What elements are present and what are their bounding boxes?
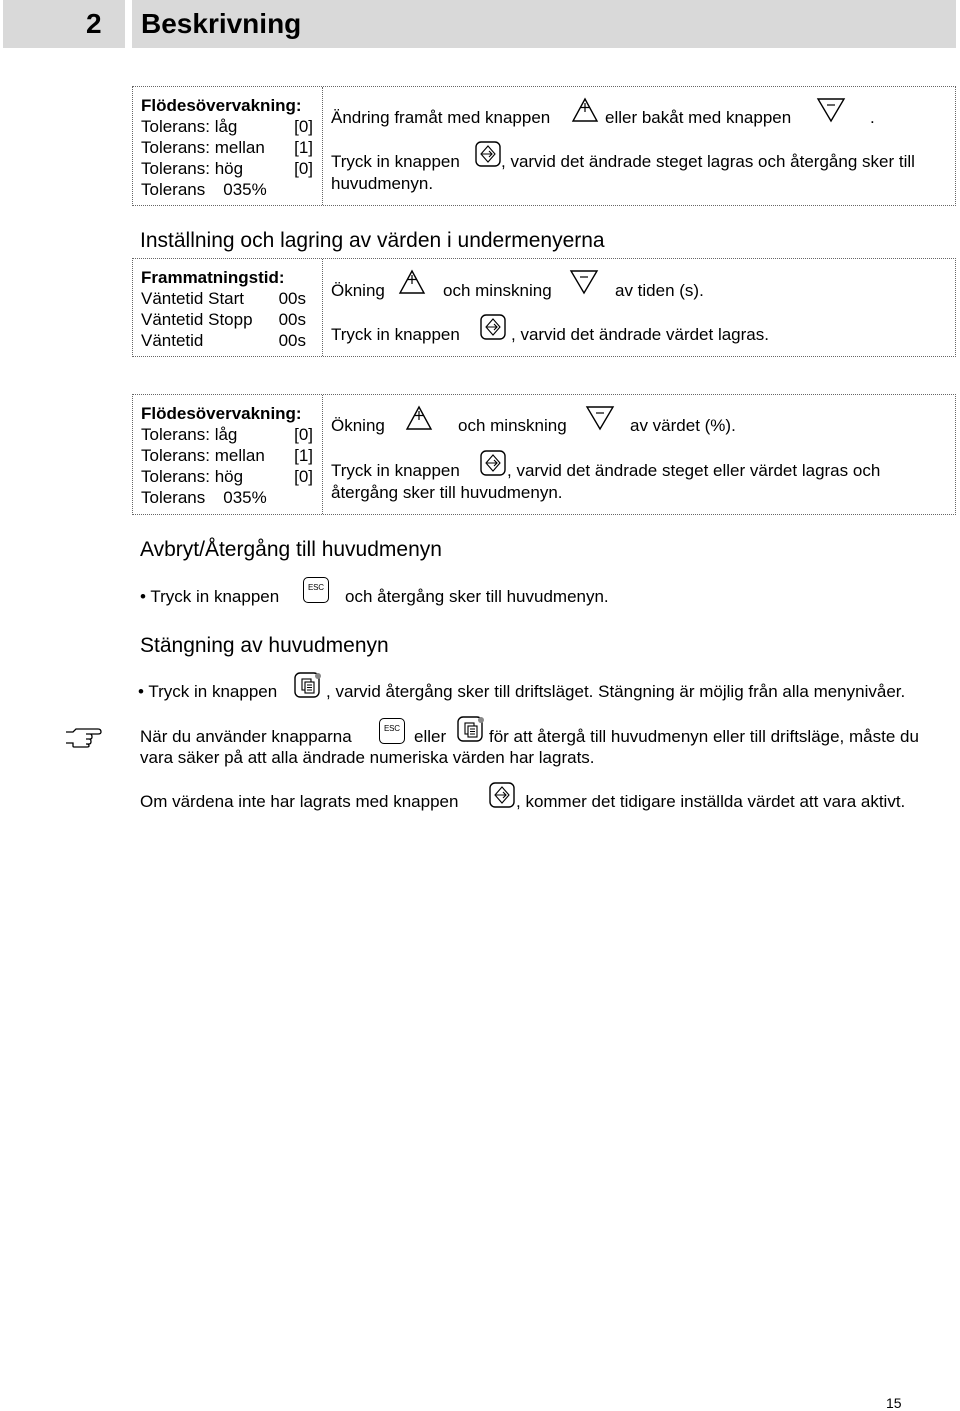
display-row: Väntetid Stopp 00s — [141, 310, 306, 329]
feed-time-box — [132, 258, 956, 357]
note-text: När du använder knapparna — [140, 727, 352, 746]
display-row: Tolerans 035% — [141, 180, 267, 199]
instruction-text: Tryck in knappen — [331, 152, 460, 171]
plus-button-icon — [571, 97, 599, 123]
display-row: Tolerans: låg [0] — [141, 117, 313, 136]
instruction-text: , varvid det ändrade steget lagras och återgång sker till — [501, 152, 915, 171]
chapter-number: 2 — [86, 8, 102, 39]
instruction-text: Tryck in knappen — [331, 461, 460, 480]
instruction-text: , varvid det ändrade steget eller värdet lagras och — [507, 461, 881, 480]
instruction-text: och minskning — [443, 281, 552, 300]
instruction-text: Ökning — [331, 416, 385, 435]
display-row: Tolerans 035% — [141, 488, 267, 507]
instruction-text: av tiden (s). — [615, 281, 704, 300]
menu-close-button-icon — [294, 672, 322, 700]
chapter-title: Beskrivning — [141, 8, 302, 39]
display-row: Väntetid Start 00s — [141, 289, 306, 308]
enter-button-icon — [480, 314, 506, 340]
chapter-number-band — [3, 0, 125, 48]
display-row: Tolerans: hög [0] — [141, 159, 313, 178]
enter-button-icon — [480, 450, 506, 476]
display-readout — [141, 267, 306, 351]
section-title: Stängning av huvudmenyn — [140, 634, 389, 657]
note-text: eller — [414, 727, 447, 746]
display-row: Tolerans: mellan [1] — [141, 138, 313, 157]
box-divider — [322, 259, 323, 356]
bullet-text: , varvid återgång sker till driftsläget. Stängning är möjlig från alla menynivåer. — [326, 682, 906, 701]
instruction-text: Ändring framåt med knappen — [331, 108, 551, 127]
display-row: Tolerans: hög [0] — [141, 467, 313, 486]
minus-button-icon — [585, 405, 615, 431]
instruction-text: eller bakåt med knappen — [605, 108, 792, 127]
display-title: Flödesövervakning: — [141, 404, 302, 423]
display-row: Väntetid 00s — [141, 331, 306, 350]
note-text: , kommer det tidigare inställda värdet att vara aktivt. — [516, 792, 906, 811]
display-title: Frammatningstid: — [141, 268, 285, 287]
display-title: Flödesövervakning: — [141, 96, 302, 115]
note-text: för att återgå till huvudmenyn eller till driftsläge, måste du — [489, 727, 919, 746]
section-title: Inställning och lagring av värden i undermenyerna — [140, 229, 605, 252]
instruction-text: och minskning — [458, 416, 567, 435]
pointing-hand-icon — [64, 726, 102, 748]
bullet-text: och återgång sker till huvudmenyn. — [345, 587, 609, 606]
instruction-text: huvudmenyn. — [331, 174, 434, 193]
plus-button-icon — [405, 405, 433, 431]
esc-button-icon: ESC — [379, 718, 405, 744]
page-number: 15 — [886, 1395, 902, 1411]
menu-close-button-icon — [457, 716, 485, 744]
instruction-text: återgång sker till huvudmenyn. — [331, 483, 563, 502]
instruction-text: Ökning — [331, 281, 385, 300]
display-row: Tolerans: mellan [1] — [141, 446, 313, 465]
box-divider — [322, 87, 323, 205]
display-readout — [141, 95, 313, 200]
instruction-text: , varvid det ändrade värdet lagras. — [511, 325, 769, 344]
note-text: Om värdena inte har lagrats med knappen — [140, 792, 459, 811]
box-divider — [322, 395, 323, 514]
display-readout — [141, 403, 313, 508]
enter-button-icon — [489, 782, 515, 808]
flow-monitoring-box-1: Flödesövervakning: Tolerans: låg [0] Tolerans: mellan [1] Tolerans: hög [0] Tolerans 035% Ändring framåt med knappen eller bakåt med knappen . Tryck in knappen , varvid det ändrade steget lagras och återgång sker till huvudmenyn. — [132, 86, 956, 206]
section-title: Avbryt/Återgång till huvudmenyn — [140, 538, 442, 561]
note-text: vara säker på att alla ändrade numeriska värden har lagrats. — [140, 748, 595, 767]
flow-monitoring-box-2 — [132, 394, 956, 515]
enter-button-icon — [475, 141, 501, 167]
bullet-text: • Tryck in knappen — [140, 587, 280, 606]
display-row: Tolerans: låg [0] — [141, 425, 313, 444]
minus-button-icon — [816, 97, 846, 123]
bullet-text: • Tryck in knappen — [138, 682, 278, 701]
minus-button-icon — [569, 269, 599, 295]
esc-button-icon: ESC — [303, 577, 329, 603]
instruction-text: av värdet (%). — [630, 416, 736, 435]
plus-button-icon — [398, 269, 426, 295]
instruction-text: Tryck in knappen — [331, 325, 460, 344]
